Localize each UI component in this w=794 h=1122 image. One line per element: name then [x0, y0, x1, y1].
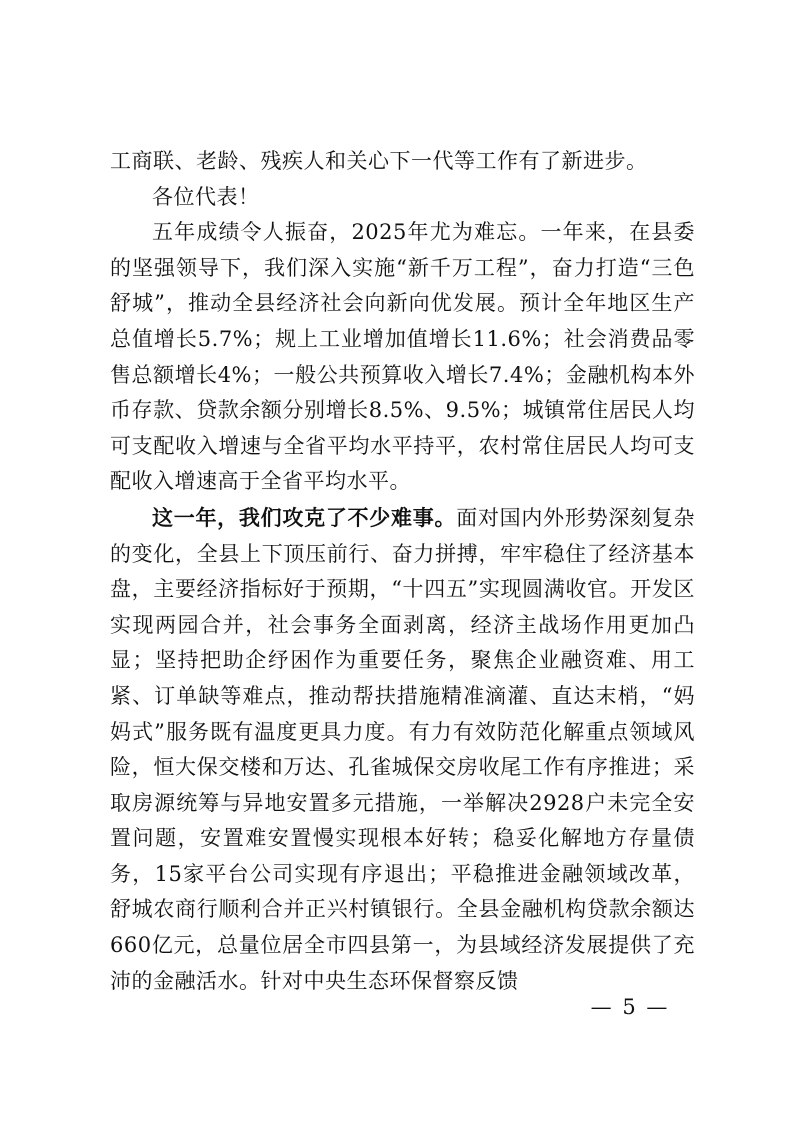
paragraph-2-text: 各位代表！	[152, 184, 260, 209]
body-text	[110, 144, 695, 999]
paragraph-4	[110, 500, 695, 999]
paragraph-4-lead: 这一年，我们攻克了不少难事。	[152, 504, 457, 530]
paragraph-4-text: 面对国内外形势深刻复杂的变化，全县上下顶压前行、奋力拼搏，牢牢稳住了经济基本盘，主要经济指标好于预期，“十四五”实现圆满收官。开发区实现两园合并，社会事务全面剥离，经济主战场作用更加凸显；坚持把助企纾困作为重要任务，聚焦企业融资难、用工紧、订单缺等难点，推动帮扶措施精准滴灌、直达末梢，“妈妈式”服务既有温度更具力度。有力有效防范化解重点领域风险，恒大保交楼和万达、孔雀城保交房收尾工作有序推进；采取房源统筹与异地安置多元措施，一举解决2928户未完全安置问题，安置难安置慢实现根本好转；稳妥化解地方存量债务，15家平台公司实现有序退出；平稳推进金融领域改革，舒城农商行顺利合并正兴村镇银行。全县金融机构贷款余额达660亿元，总量位居全市四县第一，为县域经济发展提供了充沛的金融活水。针对中央生态环保督察反馈	[110, 505, 696, 993]
paragraph-1	[110, 144, 695, 180]
paragraph-3	[110, 215, 695, 500]
paragraph-3-text: 五年成绩令人振奋，2025年尤为难忘。一年来，在县委的坚强领导下，我们深入实施“新千万工程”，奋力打造“三色舒城”，推动全县经济社会向新向优发展。预计全年地区生产总值增长5.7%；规上工业增加值增长11.6%；社会消费品零售总额增长4%；一般公共预算收入增长7.4%；金融机构本外币存款、贷款余额分别增长8.5%、9.5%；城镇常住居民人均可支配收入增速与全省平均水平持平，农村常住居民人均可支配收入增速高于全省平均水平。	[110, 220, 695, 494]
page-number: — 5 —	[590, 995, 670, 1019]
paragraph-2	[110, 180, 695, 216]
paragraph-1-text: 工商联、老龄、残疾人和关心下一代等工作有了新进步。	[110, 149, 648, 173]
